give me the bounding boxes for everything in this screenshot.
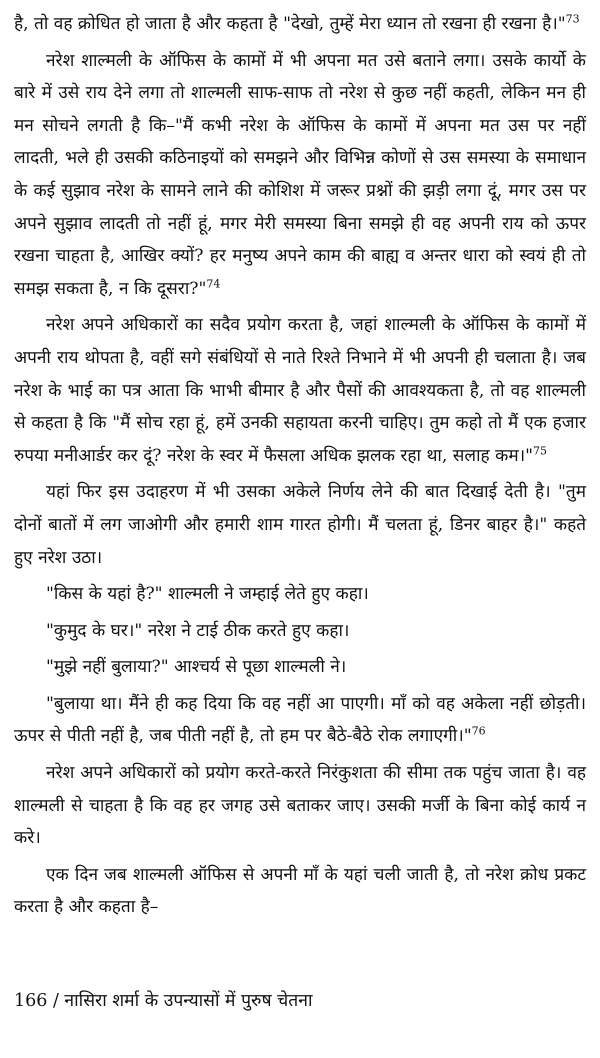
dialogue-line-2 <box>14 615 586 648</box>
paragraph-9 <box>14 757 586 855</box>
paragraph-2 <box>14 45 586 306</box>
dialogue-line-3-text: "मुझे नहीं बुलाया?" आश्चर्य से पूछा शाल्मली ने। <box>46 657 347 678</box>
page-footer <box>14 986 313 1016</box>
running-footer-text: 166 / नासिरा शर्मा के उपन्यासों में पुरुष चेतना <box>14 991 313 1011</box>
paragraph-10-text: एक दिन जब शाल्मली ऑफिस से अपनी माँ के यहां चली जाती है, तो नरेश क्रोध प्रकट करता है और कहता है– <box>14 864 586 918</box>
paragraph-1 <box>14 8 586 41</box>
dialogue-line-1 <box>14 578 586 611</box>
paragraph-3-text: नरेश अपने अधिकारों का सदैव प्रयोग करता है, जहां शाल्मली के ऑफिस के कामों में अपनी राय थोपता है, वहीं सगे संबंधियों से नाते रिश्ते निभाने में भी अपनी ही चलाता है। जब नरेश के भाई का पत्र आता कि भाभी बीमार है और पैसों की आवश्यकता है, तो वह शाल्मली से कहता है कि "मैं सोच रहा हूं, हमें उनकी सहायता करनी चाहिए। तुम कहो तो मैं एक हजार रुपया मनीआर्डर कर दूं? नरेश के स्वर में फैसला अधिक झलक रहा था, सलाह कम।" <box>14 315 586 466</box>
paragraph-10 <box>14 859 586 924</box>
dialogue-line-4 <box>14 688 586 753</box>
paragraph-4-text: यहां फिर इस उदाहरण में भी उसका अकेले निर्णय लेने की बात दिखाई देती है। "तुम दोनों बातों में लग जाओगी और हमारी शाम गारत होगी। मैं चलता हूं, डिनर बाहर है।" कहते हुए नरेश उठा। <box>14 482 586 568</box>
dialogue-line-4-text: "बुलाया था। मैंने ही कह दिया कि वह नहीं आ पाएगी। माँ को वह अकेला नहीं छोड़ती। ऊपर से पीती नहीं है, जब पीती नहीं है, तो हम पर बैठे-बैठे रोक लगाएगी।" <box>14 693 586 747</box>
paragraph-1-text: है, तो वह क्रोधित हो जाता है और कहता है "देखो, तुम्हें मेरा ध्यान तो रखना ही रखना है।" <box>14 14 566 34</box>
book-page <box>14 8 586 1048</box>
footnote-ref-74: 74 <box>206 277 221 291</box>
paragraph-4 <box>14 476 586 574</box>
footnote-ref-76: 76 <box>471 724 486 738</box>
dialogue-line-3 <box>14 651 586 684</box>
paragraph-3 <box>14 309 586 472</box>
dialogue-line-2-text: "कुमुद के घर।" नरेश ने टाई ठीक करते हुए कहा। <box>46 620 350 641</box>
body-text <box>14 8 586 924</box>
paragraph-9-text: नरेश अपने अधिकारों को प्रयोग करते-करते निरंकुशता की सीमा तक पहुंच जाता है। वह शाल्मली से चाहता है कि वह हर जगह उसे बताकर जाए। उसकी मर्जी के बिना कोई कार्य न करे। <box>14 763 586 849</box>
footnote-ref-75: 75 <box>533 443 548 457</box>
paragraph-2-text: नरेश शाल्मली के ऑफिस के कामों में भी अपना मत उसे बताने लगा। उसके कार्यो के बारे में उसे राय देने लगा तो शाल्मली साफ-साफ तो नरेश से कुछ नहीं कहती, लेकिन मन ही मन सोचने लगती है कि–"मैं कभी नरेश के ऑफिस के कामों में अपना मत उस पर नहीं लादती, भले ही उसकी कठिनाइयों को समझने और विभिन्न कोणों से उस समस्या के समाधान के कई सुझाव नरेश के सामने लाने की कोशिश में जरूर प्रश्नों की झड़ी लगा दूं, मगर उस पर अपने सुझाव लादती तो नहीं हूं, मगर मेरी समस्या बिना समझे ही वह अपनी राय को ऊपर रखना चाहता है, आखिर क्यों? हर मनुष्य अपने काम की बाह्य व अन्तर धारा को स्वयं ही तो समझ सकता है, न कि दूसरा?" <box>14 50 586 299</box>
footnote-ref-73: 73 <box>565 12 580 26</box>
dialogue-line-1-text: "किस के यहां है?" शाल्मली ने जम्हाई लेते हुए कहा। <box>46 584 369 605</box>
